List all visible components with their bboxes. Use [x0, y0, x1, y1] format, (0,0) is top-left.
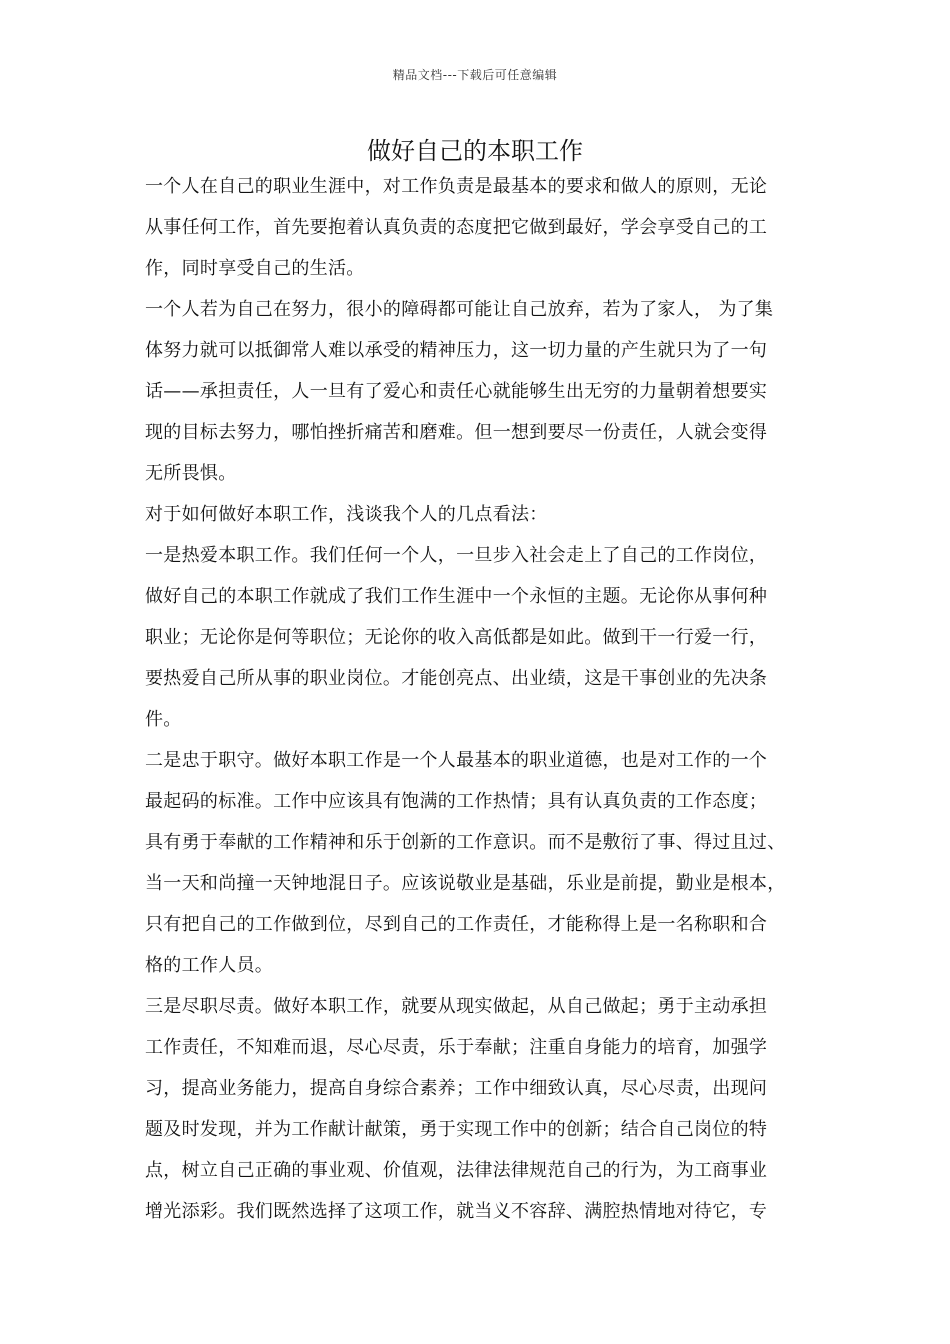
text-line: 体努力就可以抵御常人难以承受的精神压力，这一切力量的产生就只为了一句	[145, 340, 768, 361]
text-line: 二是忠于职守。做好本职工作是一个人最基本的职业道德，也是对工作的一个	[145, 750, 768, 771]
text-line: 具有勇于奉献的工作精神和乐于创新的工作意识。而不是敷衍了事、得过且过、	[145, 832, 786, 853]
text-line: 话——承担责任，人一旦有了爱心和责任心就能够生出无穷的力量朝着想要实	[145, 381, 768, 402]
text-line: 题及时发现，并为工作献计献策，勇于实现工作中的创新；结合自己岗位的特	[145, 1119, 768, 1140]
text-line: 三是尽职尽责。做好本职工作，就要从现实做起，从自己做起；勇于主动承担	[145, 996, 768, 1017]
text-line: 格的工作人员。	[145, 955, 274, 976]
text-line: 点，树立自己正确的事业观、价值观，法律法律规范自己的行为，为工商事业	[145, 1160, 768, 1181]
text-line: 现的目标去努力，哪怕挫折痛苦和磨难。但一想到要尽一份责任，人就会变得	[145, 422, 768, 443]
text-line: 一是热爱本职工作。我们任何一个人，一旦步入社会走上了自己的工作岗位，	[145, 545, 768, 566]
text-line: 工作责任，不知难而退，尽心尽责，乐于奉献；注重自身能力的培育，加强学	[145, 1037, 768, 1058]
text-line: 要热爱自己所从事的职业岗位。才能创亮点、出业绩，这是干事创业的先决条	[145, 668, 768, 689]
text-line: 增光添彩。我们既然选择了这项工作，就当义不容辞、满腔热情地对待它，专	[145, 1201, 768, 1222]
text-line: 当一天和尚撞一天钟地混日子。应该说敬业是基础，乐业是前提，勤业是根本，	[145, 873, 786, 894]
text-line: 职业；无论你是何等职位；无论你的收入高低都是如此。做到干一行爱一行，	[145, 627, 768, 648]
document-body	[145, 166, 810, 1232]
text-line: 一个人若为自己在努力，很小的障碍都可能让自己放弃，若为了家人， 为了集	[145, 299, 774, 320]
text-line: 对于如何做好本职工作，浅谈我个人的几点看法：	[145, 504, 548, 525]
text-line: 做好自己的本职工作就成了我们工作生涯中一个永恒的主题。无论你从事何种	[145, 586, 768, 607]
text-line: 一个人在自己的职业生涯中，对工作负责是最基本的要求和做人的原则，无论	[145, 176, 768, 197]
text-line: 从事任何工作，首先要抱着认真负责的态度把它做到最好，学会享受自己的工	[145, 217, 768, 238]
text-line: 无所畏惧。	[145, 463, 237, 484]
text-line: 最起码的标准。工作中应该具有饱满的工作热情；具有认真负责的工作态度；	[145, 791, 768, 812]
text-line: 习，提高业务能力，提高自身综合素养；工作中细致认真，尽心尽责，出现问	[145, 1078, 768, 1099]
page-header: 精品文档---下载后可任意编辑	[392, 68, 558, 82]
document-title: 做好自己的本职工作	[367, 137, 583, 165]
text-line: 件。	[145, 709, 182, 730]
text-line: 作，同时享受自己的生活。	[145, 258, 365, 279]
text-line: 只有把自己的工作做到位，尽到自己的工作责任，才能称得上是一名称职和合	[145, 914, 768, 935]
